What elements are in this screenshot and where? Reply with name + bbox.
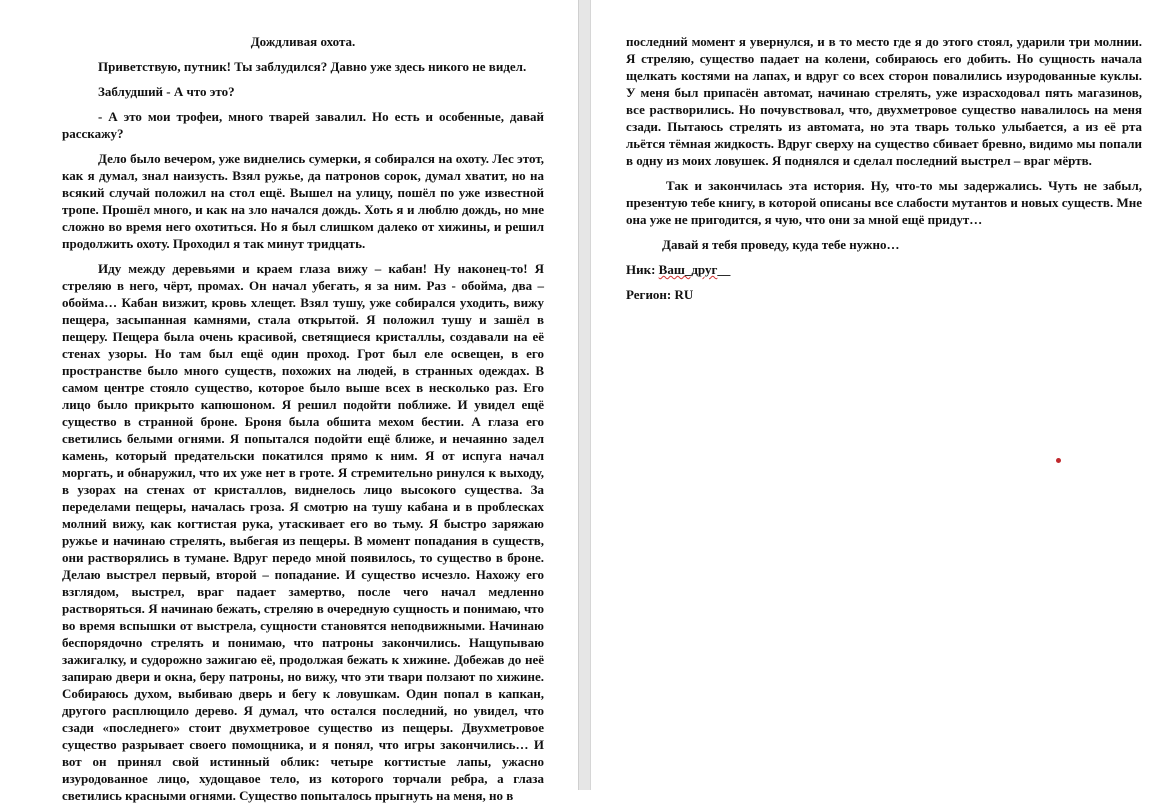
nick-line [626,261,1142,278]
paragraph-evening: Дело было вечером, уже виднелись сумерки, я собирался на охоту. Лес этот, как я думал, знал наизусть. Взял ружье, да патронов сорок, думал хватит, но на всякий случай положил на стол ещё. Вышел на улицу, пошёл по уже известной тропе. Прошёл много, и как на зло начался дождь. Хоть я и люблю дождь, но мне сложно во время него охотиться. Но я был слишком далеко от хижины, и решил продолжить охоту. Проходил я так минут тридцать. [62,151,544,251]
paragraph-ending: Так и закончилась эта история. Ну, что-то мы задержались. Чуть не забыл, презентую тебе книгу, в которой описаны все слабости мутантов и новых существ. Мне она уже не пригодится, я чую, что они за мной ещё придут… [626,178,1142,227]
document-title: Дождливая охота. [250,34,356,49]
paragraph-boar-hunt: Иду между деревьями и краем глаза вижу – кабан! Ну наконец-то! Я стреляю в него, чёрт, промах. Он начал убегать, я за ним. Раз - обойма, два – обойма… Кабан визжит, кровь хлещет. Взял тушу, уже собирался уходить, вижу пещера, засыпанная камнями, стала открытой. Я положил тушу и зашёл в пещеру. Пещера была очень красивой, светящиеся кристаллы, создавали на её стенах узоры. Но там был ещё один проход. Грот был еле освещен, в его пространстве было много существ, похожих на людей, в странных одеждах. В самом центре стояло существо, которое было выше всех в несколько раз. Его лицо было прикрыто капюшоном. Я решил подойти поближе. И увидел ещё существо в странной броне. Броня была обшита мехом бестии. А глаза его светились белыми огнями. Я попытался подойти ещё ближе, и нечаянно задел камень, который предательски покатился прямо к ним. Я от испуга начал моргать, и обнаружил, что их уже нет в гроте. Я стремительно ринулся к выходу, в узорах на стенах от кристаллов, виднелось лицо высокого существа. За переделами пещеры, началась гроза. Я смотрю на тушу кабана и в проблесках молний вижу, как когтистая рука, утаскивает его во тьму. Я быстро заряжаю ружье и начинаю стрелять, выбегая из пещеры. В момент попадания в существ, они растворялись в тумане. Вдруг передо мной появилось, то существо в броне. Делаю выстрел первый, второй – попадание. И существо исчезло. Нахожу его взглядом, выстрел, враг падает замертво, после чего начал медленно растворяться. Я начинаю бежать, стреляю в очередную сущность и понимаю, что во время вспышки от выстрела, сущности становятся неподвижными. Начинаю беспорядочно стрелять и понимаю, что патроны закончились. Нащупываю зажигалку, и судорожно зажигаю её, продолжая бежать к хижине. Добежав до неё запираю двери и окна, беру патроны, но вижу, что эти твари ползают по хижине. Собираюсь духом, выбиваю дверь и бегу к ловушкам. Один попал в капкан, другого расплющило дерево. Я думал, что остался последний, но увидел, что сзади «последнего» стоит двухметровое существо из пещеры. Двухметровое существо разрывает своего помощника, и я понял, что игры закончились… И вот он принял свой истинный облик: четыре когтистые лапы, ужасно изуродованное лицо, худощавое тело, из которого торчали ребра, а глаза светились красными огнями. Существо попыталось прыгнуть на меня, но в [62,261,544,803]
page-gutter [578,0,591,790]
paragraph-lost-question: Заблудший - А что это? [98,84,235,99]
left-page-text [62,33,544,812]
right-page [591,0,1171,790]
paragraph-greeting: Приветствую, путник! Ты заблудился? Давно уже здесь никого не видел. [98,59,527,74]
paragraph-trophies: - А это мои трофеи, много тварей завалил. Но есть и особенные, давай расскажу? [62,109,544,141]
nick-value: Ваш_друг [658,262,718,277]
region-line: Регион: RU [626,287,694,302]
paragraph-farewell: Давай я тебя проведу, куда тебе нужно… [662,237,900,252]
nick-tail: __ [717,262,731,277]
left-page [0,0,578,803]
right-page-text [626,33,1142,311]
nick-label: Ник: [626,262,659,277]
paragraph-continuation: последний момент я увернулся, и в то место где я до этого стоял, ударили три молнии. Я стреляю, существо падает на колени, собираюсь его добить. Но сущность начала щелкать костями на лапах, и вдруг со всех сторон повалились изуродованные куклы. У меня был припасён автомат, начинаю стрелять, уже израсходовал пять магазинов, все растворились. Но почувствовал, что, двухметровое существо навалилось на меня сзади. Пытаюсь стрелять из автомата, но эта тварь только улыбается, а из её рта льётся тёмная жидкость. Вдруг сверху на существо сбивает бревно, видимо мы попали в одну из моих ловушек. Я поднялся и сделал последний выстрел – враг мёртв. [626,34,1142,168]
red-dot-mark [1056,458,1061,463]
